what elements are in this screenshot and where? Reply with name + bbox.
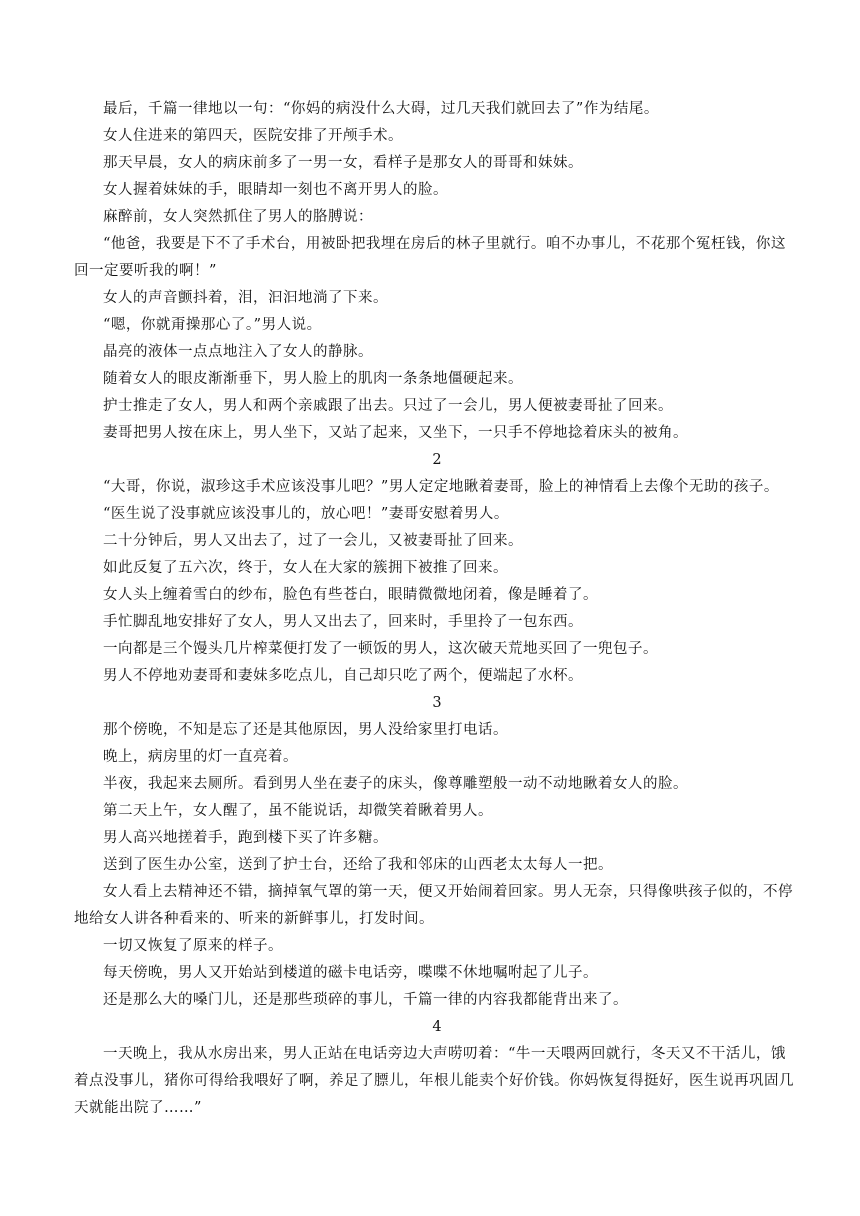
paragraph: 女人住进来的第四天，医院安排了开颅手术。 <box>103 128 403 144</box>
paragraph: “他爸，我要是下不了手术台，用被卧把我埋在房后的林子里就行。咱不办事儿，不花那个冤枉钱，你这回一定要听我的啊！” <box>74 236 786 279</box>
paragraph: 晚上，病房里的灯一直亮着。 <box>103 749 298 765</box>
paragraph: 每天傍晚，男人又开始站到楼道的磁卡电话旁，喋喋不休地嘱咐起了儿子。 <box>103 965 598 981</box>
section-number: 4 <box>432 1019 442 1035</box>
paragraph: 二十分钟后，男人又出去了，过了一会儿，又被妻哥扯了回来。 <box>103 533 523 549</box>
paragraph: 女人看上去精神还不错，摘掉氧气罩的第一天，便又开始闹着回家。男人无奈，只得像哄孩子似的，不停地给女人讲各种看来的、听来的新鲜事儿，打发时间。 <box>74 884 793 927</box>
paragraph: “医生说了没事就应该没事儿的，放心吧！”妻哥安慰着男人。 <box>103 506 509 522</box>
paragraph: 第二天上午，女人醒了，虽不能说话，却微笑着瞅着男人。 <box>103 803 493 819</box>
paragraph: 最后，千篇一律地以一句：“你妈的病没什么大碍，过几天我们就回去了”作为结尾。 <box>103 101 659 117</box>
story-body <box>74 96 800 1122</box>
paragraph: 随着女人的眼皮渐渐垂下，男人脸上的肌肉一条条地僵硬起来。 <box>103 371 523 387</box>
paragraph: 如此反复了五六次，终于，女人在大家的簇拥下被推了回来。 <box>103 560 508 576</box>
paragraph: 男人高兴地搓着手，跑到楼下买了许多糖。 <box>103 830 388 846</box>
paragraph: 男人不停地劝妻哥和妻妹多吃点儿，自己却只吃了两个，便端起了水杯。 <box>103 668 583 684</box>
paragraph: 一切又恢复了原来的样子。 <box>103 938 283 954</box>
paragraph: 一天晚上，我从水房出来，男人正站在电话旁边大声唠叨着：“牛一天喂两回就行，冬天又不干活儿，饿着点没事儿，猪你可得给我喂好了啊，养足了膘儿，年根儿能卖个好价钱。你妈恢复得挺好，医生说再巩固几天就能出院了……” <box>74 1046 794 1116</box>
section-number: 3 <box>432 695 442 711</box>
paragraph: “嗯，你就甭操那心了。”男人说。 <box>103 317 322 333</box>
paragraph: 麻醉前，女人突然抓住了男人的胳膊说： <box>103 209 373 225</box>
paragraph: “大哥，你说，淑珍这手术应该没事儿吧？”男人定定地瞅着妻哥，脸上的神情看上去像个无助的孩子。 <box>103 479 779 495</box>
section-number: 2 <box>432 452 442 468</box>
paragraph: 女人的声音颤抖着，泪，汩汩地淌了下来。 <box>103 290 388 306</box>
paragraph: 护士推走了女人，男人和两个亲戚跟了出去。只过了一会儿，男人便被妻哥扯了回来。 <box>103 398 673 414</box>
paragraph: 手忙脚乱地安排好了女人，男人又出去了，回来时，手里拎了一包东西。 <box>103 614 583 630</box>
paragraph: 一向都是三个馒头几片榨菜便打发了一顿饭的男人，这次破天荒地买回了一兜包子。 <box>103 641 658 657</box>
paragraph: 妻哥把男人按在床上，男人坐下，又站了起来，又坐下，一只手不停地捻着床头的被角。 <box>103 425 688 441</box>
paragraph: 女人头上缠着雪白的纱布，脸色有些苍白，眼睛微微地闭着，像是睡着了。 <box>103 587 598 603</box>
paragraph: 女人握着妹妹的手，眼睛却一刻也不离开男人的脸。 <box>103 182 448 198</box>
paragraph: 还是那么大的嗓门儿，还是那些琐碎的事儿，千篇一律的内容我都能背出来了。 <box>103 992 628 1008</box>
paragraph: 晶亮的液体一点点地注入了女人的静脉。 <box>103 344 373 360</box>
paragraph: 那个傍晚，不知是忘了还是其他原因，男人没给家里打电话。 <box>103 722 508 738</box>
paragraph: 送到了医生办公室，送到了护士台，还给了我和邻床的山西老太太每人一把。 <box>103 857 613 873</box>
paragraph: 半夜，我起来去厕所。看到男人坐在妻子的床头，像尊雕塑般一动不动地瞅着女人的脸。 <box>103 776 688 792</box>
paragraph: 那天早晨，女人的病床前多了一男一女，看样子是那女人的哥哥和妹妹。 <box>103 155 583 171</box>
